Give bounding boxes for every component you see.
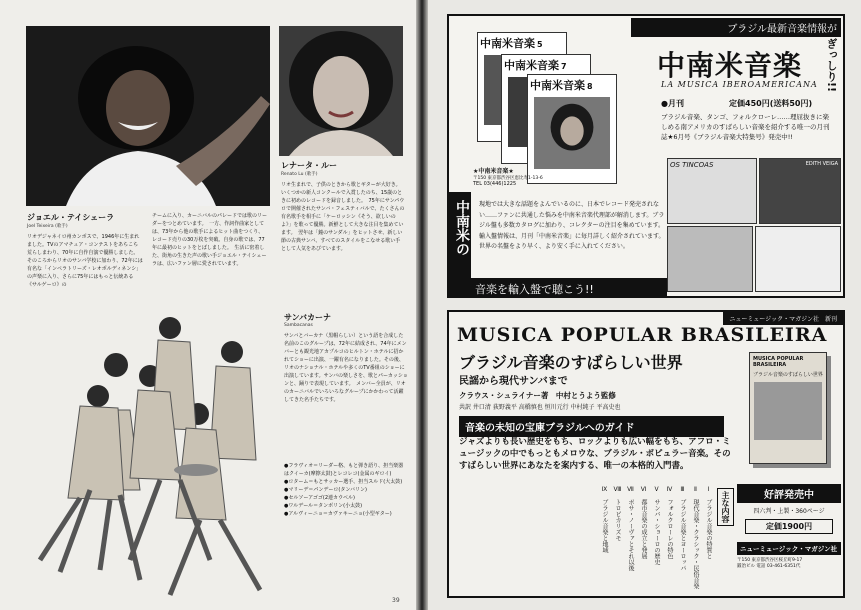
ad1-banner: ブラジル最新音楽情報が (631, 18, 841, 37)
contents-item: Ⅱ 現代音楽・クラシック・民俗音楽 (692, 486, 699, 589)
ad2-subtitle: 民謡から現代サンバまで (459, 376, 568, 387)
member-item: ●ワルデール＝タンボリン(小太鼓) (284, 503, 363, 509)
member-item: ●アルヴィーニョ＝カヴァキーニョ(小型ギター) (284, 511, 392, 517)
joel-body-continued: チームに入り、カーニバルのパレードでは歌のリーダーをつとめています。 一方、作詞作曲家としては、73年から他の歌手によるヒット曲をつくり、レコード売りの30万枚を突破。自身の歌では、77年に最初のヒットをとばしました。 生活に密着した、街角の生きた声の歌い手ジョエル・テイシェーラは、広いファン層に愛されています。 (152, 213, 268, 267)
ad1-subtitle: LA MUSICA IBEROAMERICANA (661, 80, 818, 89)
contents-item: Ⅵ 都市音楽の成立と発展 (640, 486, 647, 559)
album-title: EDITH VEIGA (805, 161, 838, 167)
album-covers (667, 158, 843, 296)
member-item: ●ロターム＝もとサッカー選手、担当スルド(大太鼓) (284, 479, 403, 485)
mag-label: 中南米音楽 (530, 79, 585, 92)
mag-num: 5 (537, 40, 543, 49)
joel-body: リオデジャネイロ州カンポスで、1946年に生まれました。TVのアマチュア・コンテストをあちこち荒らしまわり、70年に自作自演で優勝しました。そのころからリオのサンバ学校に加わり、72年には有名な「インペラトリーズ・レオポルディネンシ」の声楽に入り、さらに75年にはもっと伝統ある《サルゲーロ》の (27, 234, 143, 288)
magazine-stack (477, 32, 617, 182)
sales-block (737, 484, 841, 569)
renata-name: レナータ・ルー (281, 161, 337, 170)
mag-label: 中南米音楽 (480, 37, 535, 50)
publisher-address: 〒150 東京都渋谷区桜丘町9-17 (737, 558, 803, 563)
sambacana-members (284, 462, 408, 518)
renata-photo (279, 26, 403, 156)
joel-photo (26, 26, 270, 206)
ad2-title-jp: ブラジル音楽のすばらしい世界 (459, 353, 683, 372)
contents-item: Ⅷ トロピカリズモ (614, 486, 621, 541)
contents-item: Ⅶ ボサ・ノーヴァとそれ以後 (627, 486, 634, 571)
ad2-translators: 共訳 井口清 荻野義平 高橋慎也 恒川元行 中村純子 平高史也 (459, 404, 621, 411)
album-cover (755, 226, 841, 292)
ad2-authors: クラウス・シュライナー著 中村とうよう監修 (459, 391, 616, 400)
ad1-company: ★中南米音楽★ (473, 168, 514, 175)
ad1-tel: TEL 03(446)1225 (473, 181, 517, 187)
contents-item: Ⅴ サンバ・ショーロの歴史 (653, 486, 660, 565)
page-number: 39 (392, 597, 400, 604)
renata-caption (281, 160, 405, 297)
ad1-price: 定価450円(送料50円) (729, 99, 813, 108)
joel-name: ジョエル・テイシェーラ (27, 213, 115, 222)
album-cover (667, 226, 753, 292)
album-title: OS TINCOAS (670, 161, 714, 169)
mag-num: 7 (561, 62, 567, 71)
ad2-body: ジャズよりも長い歴史をもち、ロックよりも広い幅をもち、アフロ・ミュージックの中でもっともメロウな、ブラジル・ポピュラー音楽。そのすばらしい世界にあなたを案内する、唯一の本格的入門書。 (459, 437, 731, 471)
ad2-header: ニューミュージック・マガジン社 新刊 (723, 312, 843, 325)
member-item: ●マリーデ＝パンデーロ(タンバリン) (284, 487, 367, 493)
ad-musica-popular-brasileira (447, 310, 845, 598)
ad1-body: ブラジル音楽、タンゴ、フォルクローレ……理屈抜きに楽しめる南アメリカのすばらしい音楽を紹介する唯一の月刊誌★6月号《ブラジル音楽大特集号》発売中!! (661, 113, 830, 141)
mag-label: 中南米音楽 (504, 59, 559, 72)
sambacana-romaji: Sambacanas (284, 323, 313, 328)
book-cover (749, 352, 827, 464)
ad1-monthly: ●月刊 (661, 99, 684, 108)
renata-romaji: Renato Lu (歌手) (281, 172, 318, 177)
book-price: 定価1900円 (745, 519, 833, 534)
contents-item: Ⅰ ブラジル音楽の特質と (705, 486, 712, 559)
joel-romaji: Joel Teixeira (歌手) (27, 224, 68, 229)
ad-chunanbei-ongaku (447, 14, 845, 298)
book-cover-title: MUSICA POPULAR BRASILEIRA (753, 356, 804, 368)
contents-item: Ⅳ フォルクローレの特色 (666, 486, 673, 559)
ad2-guide-banner: 音楽の未知の宝庫ブラジルへのガイド (459, 416, 724, 437)
ad1-bottom-body: 現地では大きな話題をよんでいるのに、日本でレコード発売されない……ファンに共通した悩みを中南米音楽代理部が解消します。ブラジル盤も多数カタログに加わり、コレクターの注目を集めています。輸入盤情報は、月刊「中南米音楽」に毎月詳しく紹介されています。世界の名盤をより早く、より安く手に入れてください。 (479, 201, 665, 250)
contents-item: Ⅲ ブラジル音楽とヨーロッパ (679, 486, 686, 571)
publisher: ニューミュージック・マガジン社 (737, 542, 841, 555)
ad1-slogan: 音楽を輸入盤で聴こう!! (471, 278, 667, 298)
ad1-address: 〒150 東京都渋谷区恵比寿1-13-6 (473, 176, 543, 181)
ad1-side-vertical: ぎっしり!! (825, 38, 838, 93)
ad2-title-latin: MUSICA POPULAR BRASILEIRA (457, 324, 828, 346)
contents-list (459, 486, 713, 596)
sambacana-section (284, 312, 408, 518)
sambacana-title: サンバカーナ (284, 313, 332, 322)
album-cover (759, 158, 841, 224)
sambacana-body: サンバとバーカナ（黒帽らしい）という語を合成した名前のこのグループは、72年に結成され、74年にメンバーとも観光地アカプルコのヒルトン・ホテルに招かれてショーに出演、一躍有名になりました。その後、リオのナショナル・ホテルや多くのTV番組のショーに出演しています。サンバの楽しさを、歌とパーカッションと、踊りで表現しています。 メンバー全員が、リオのカーニバルでいろいろなグループにかかわって活躍してきた名手たちです。 (284, 333, 408, 403)
album-cover (667, 158, 757, 224)
release-label: 好評発売中 (737, 484, 841, 503)
mag-num: 8 (587, 82, 593, 91)
book-cover-jp: ブラジル音楽のすばらしい世界 (753, 372, 823, 378)
contents-item: Ⅸ ブラジル音楽と地域 (601, 486, 608, 553)
gutter (416, 0, 428, 610)
book-format: 四六判・上製・360ページ (753, 508, 825, 515)
ad1-title: 中南米音楽 (657, 49, 803, 82)
renata-body: リオ生まれで、子供のときから歌とギターが大好き。いくつかの新人コンクールで入賞したのち、15歳のときに初めのレコードを録音しました。 75年にサンパウロで開催されたサンバ・フェスティバルで、たくさんの有名歌手を相手に「ケーロッシン《そう、欲しいのよ》」を歌って優勝。新鮮として大きな注目を集めています。 翌年は「鐘のサンダル」をヒットさせ、新しい節の古典サンバ、すべてのスタイルをこなせる歌い手として人気をあびています。 (281, 182, 405, 252)
joel-caption (27, 212, 143, 319)
ad1-company-block (473, 166, 553, 187)
contents-label: 主な内容 (717, 488, 734, 526)
member-item: ●セルソーアゴゴ(2連カウベル) (284, 495, 355, 501)
member-item: ●フラヴィオ＝リーダー格、もと弾き語り、担当楽器はクイーカ(摩擦太鼓)とレコレコ(金属のギロイ) (284, 463, 404, 477)
sambacana-photo (20, 310, 282, 600)
ad1-vertical: 中南米の (454, 200, 470, 256)
publisher-tel: 鍛冶ビル 電話 03-461-6351代 (737, 564, 801, 569)
